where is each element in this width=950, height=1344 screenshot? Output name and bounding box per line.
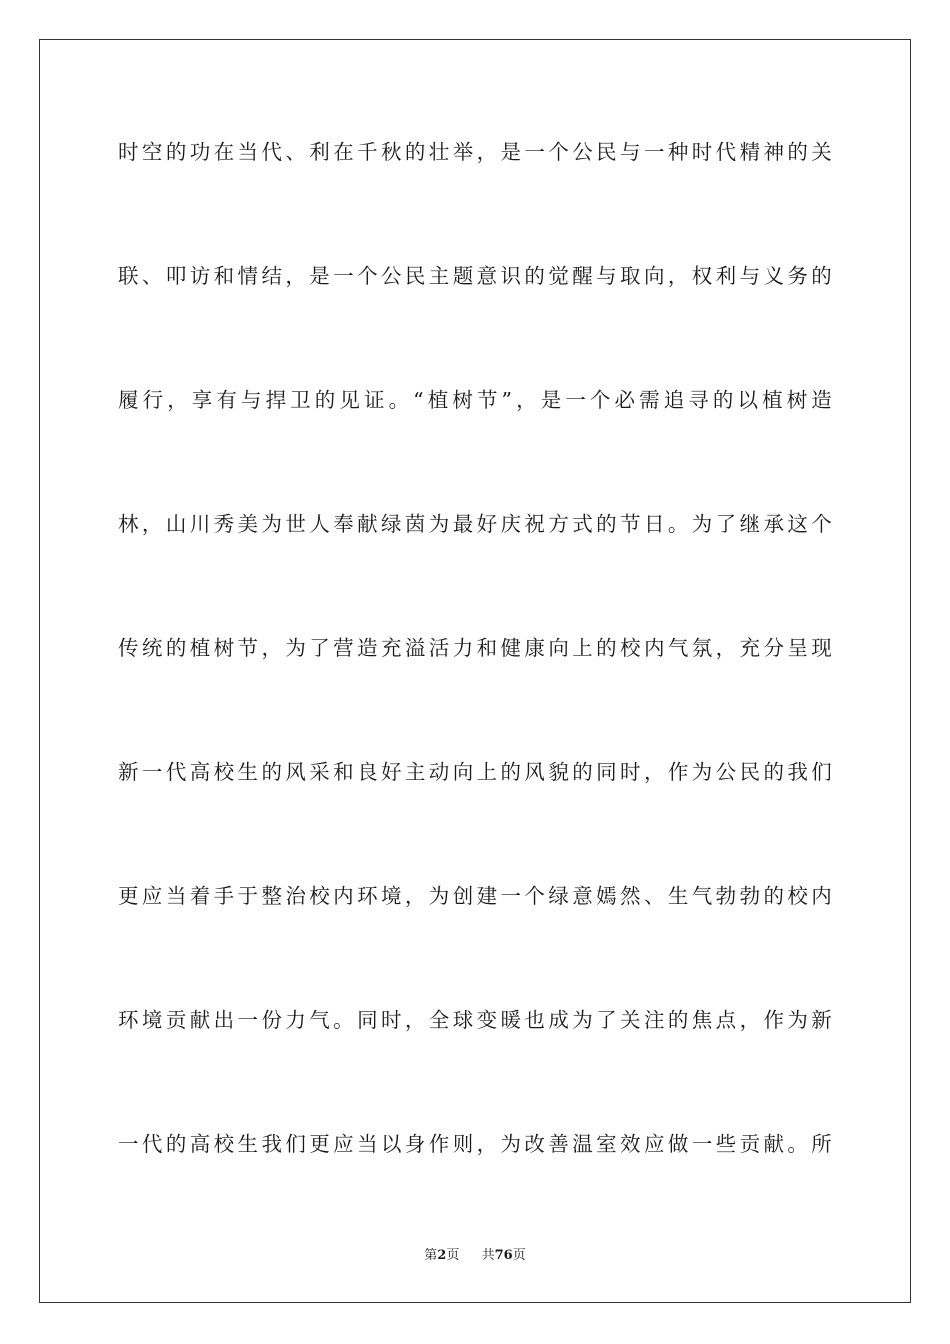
text-line: 林，山川秀美为世人奉献绿茵为最好庆祝方式的节日。为了继承这个	[118, 512, 833, 536]
text-line: 联、叩访和情结，是一个公民主题意识的觉醒与取向，权利与义务的	[118, 264, 833, 288]
total-pages-suffix: 页	[512, 1248, 526, 1263]
document-body	[118, 120, 833, 1236]
page-number: 2	[437, 1248, 447, 1263]
page-number-prefix: 第	[424, 1248, 438, 1263]
text-line: 环境贡献出一份力气。同时，全球变暖也成为了关注的焦点，作为新	[118, 1008, 833, 1032]
page-number-suffix: 页	[446, 1248, 460, 1263]
text-line: 履行，享有与捍卫的见证。“植树节”，是一个必需追寻的以植树造	[118, 388, 833, 412]
total-pages: 76	[494, 1248, 513, 1263]
text-line: 新一代高校生的风采和良好主动向上的风貌的同时，作为公民的我们	[118, 760, 833, 784]
text-line: 更应当着手于整治校内环境，为创建一个绿意嫣然、生气勃勃的校内	[118, 884, 833, 908]
page-footer	[0, 1247, 950, 1265]
text-line: 时空的功在当代、利在千秋的壮举，是一个公民与一种时代精神的关	[118, 140, 833, 164]
text-line: 传统的植树节，为了营造充溢活力和健康向上的校内气氛，充分呈现	[118, 636, 833, 660]
text-line: 一代的高校生我们更应当以身作则，为改善温室效应做一些贡献。所	[118, 1132, 833, 1156]
total-pages-prefix: 共	[481, 1248, 495, 1263]
